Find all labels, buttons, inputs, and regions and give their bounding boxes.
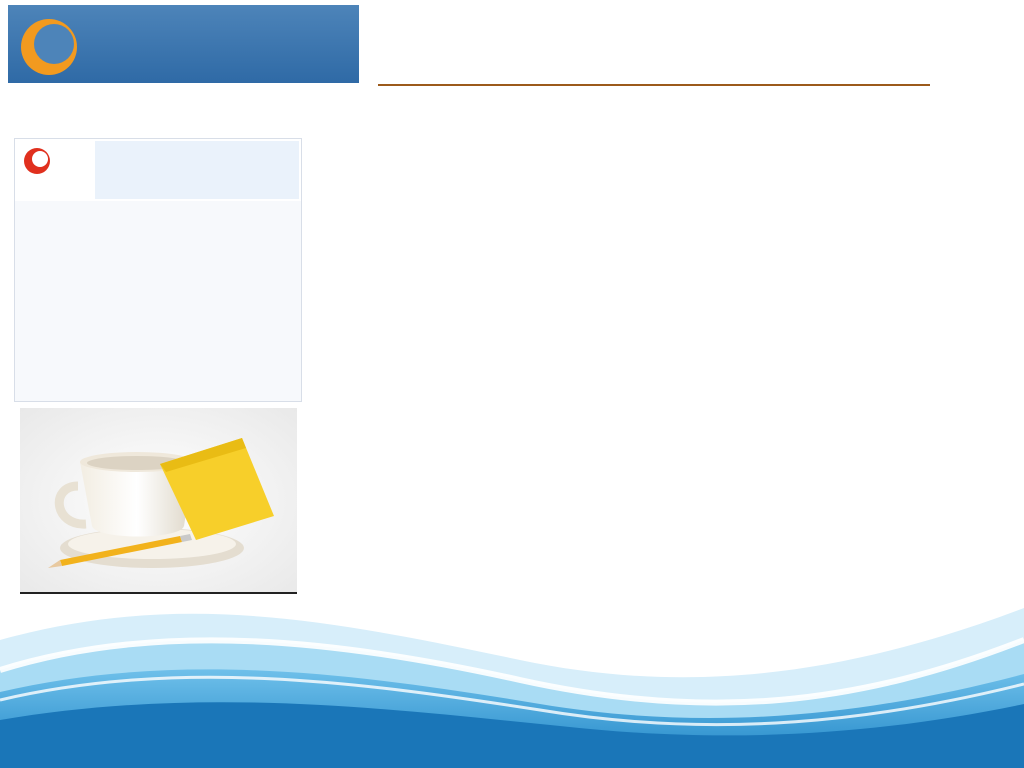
answer-sheet-form-image [14,138,302,402]
cup-photo-drawing [20,408,297,594]
form-drawing [15,139,301,401]
decorative-wave [0,600,1024,768]
osym-logo [8,5,359,83]
cup-photo [20,408,297,594]
osym-logo-emblem [18,11,80,77]
title-underline [378,84,930,86]
